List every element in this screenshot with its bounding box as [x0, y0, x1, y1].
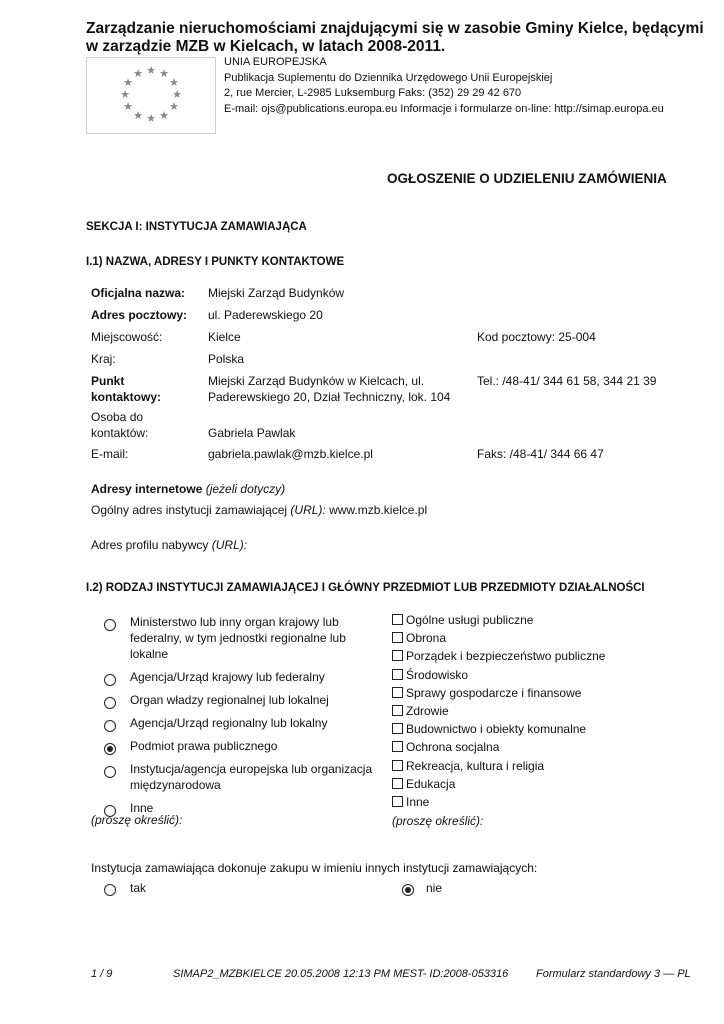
svg-text:★: ★ — [169, 76, 179, 89]
institution-type-radio[interactable] — [104, 743, 116, 755]
activity-label: Budownictwo i obiekty komunalne — [406, 722, 587, 737]
institution-type-radio[interactable] — [104, 619, 116, 631]
svg-text:★: ★ — [146, 64, 156, 77]
eu-line: E-mail: ojs@publications.europa.eu Informacje i formularze on-line: http://simap.europa.eu — [224, 102, 664, 115]
activity-label: Ogólne usługi publiczne — [406, 613, 534, 627]
institution-type-label-line: Organ władzy regionalnej lub lokalnej — [130, 693, 329, 707]
fax-value: Faks: /48-41/ 344 66 47 — [477, 447, 604, 461]
activity-item — [392, 776, 605, 794]
institution-type-label — [130, 715, 380, 731]
activity-item — [392, 758, 605, 776]
behalf-yes-radio[interactable] — [104, 884, 116, 896]
activity-item — [392, 612, 605, 630]
activity-label: Ochrona socjalna — [406, 740, 500, 755]
buyer-profile-row — [91, 537, 247, 553]
behalf-no-label: nie — [426, 881, 443, 895]
activity-checkbox[interactable] — [392, 778, 403, 789]
footer-reference: SIMAP2_MZBKIELCE 20.05.2008 12:13 PM MEST- ID:2008-053316 — [173, 968, 509, 980]
activity-list — [392, 612, 605, 812]
document-title: Zarządzanie nieruchomościami znajdującymi się w zasobie Gminy Kielce, będącymi w zarządzie MZB w Kielcach, w latach 2008-2011. — [86, 20, 704, 55]
contact-point-line: Paderewskiego 20, Dział Techniczny, lok. 104 — [208, 390, 451, 404]
activity-item — [392, 648, 605, 666]
activity-label: Sprawy gospodarcze i finansowe — [406, 685, 582, 700]
institution-type-label-line: Podmiot prawa publicznego — [130, 739, 278, 753]
general-address-row — [91, 502, 427, 518]
activities-specify-label: (proszę określić): — [392, 814, 484, 828]
city-label: Miejscowość: — [91, 330, 163, 344]
institution-type-label — [130, 761, 380, 793]
url-label: (URL): — [290, 503, 326, 517]
activity-checkbox[interactable] — [392, 741, 403, 752]
footer-form-name: Formularz standardowy 3 — PL — [536, 968, 691, 980]
footer-page-number: 1 / 9 — [91, 968, 113, 980]
activity-item — [392, 703, 605, 721]
types-specify-label: (proszę określić): — [91, 813, 183, 827]
institution-type-label-line: Agencja/Urząd regionalny lub lokalny — [130, 716, 328, 730]
general-address-label: Ogólny adres instytucji zamawiającej — [91, 503, 291, 517]
activity-item — [392, 667, 605, 685]
internet-addresses-heading — [91, 481, 285, 497]
activity-label: Zdrowie — [406, 703, 449, 718]
activity-label: Obrona — [406, 631, 447, 646]
phone-value: Tel.: /48-41/ 344 61 58, 344 21 39 — [477, 374, 657, 388]
contact-person-label-line: Osoba do — [91, 410, 144, 424]
buyer-profile-label: Adres profilu nabywcy — [91, 538, 212, 552]
svg-text:★: ★ — [133, 67, 143, 80]
official-name-label: Oficjalna nazwa: — [91, 286, 186, 300]
institution-type-label-line: Agencja/Urząd krajowy lub federalny — [130, 670, 325, 684]
activity-item — [392, 685, 605, 703]
notice-title: OGŁOSZENIE O UDZIELENIU ZAMÓWIENIA — [387, 171, 667, 186]
svg-text:★: ★ — [169, 100, 179, 113]
svg-text:★: ★ — [172, 88, 182, 101]
activity-checkbox[interactable] — [392, 723, 403, 734]
eu-line: Publikacja Suplementu do Dziennika Urzędowego Unii Europejskiej — [224, 71, 553, 84]
eu-flag-logo — [86, 57, 216, 134]
activity-checkbox[interactable] — [392, 796, 403, 807]
activity-checkbox[interactable] — [392, 760, 403, 771]
email-label: E-mail: — [91, 447, 129, 461]
activity-item — [392, 630, 605, 648]
contact-person-value: Gabriela Pawlak — [208, 426, 296, 440]
activity-checkbox[interactable] — [392, 650, 403, 661]
activity-checkbox[interactable] — [392, 687, 403, 698]
svg-text:★: ★ — [159, 67, 169, 80]
official-name-value: Miejski Zarząd Budynków — [208, 286, 345, 300]
institution-type-label-line: Ministerstwo lub inny organ krajowy lub — [130, 615, 339, 629]
section-1-2-heading: I.2) RODZAJ INSTYTUCJI ZAMAWIAJĄCEJ I GŁÓWNY PRZEDMIOT LUB PRZEDMIOTY DZIAŁALNOŚCI — [86, 582, 645, 594]
institution-type-label-line: międzynarodowa — [130, 778, 221, 792]
institution-type-label — [130, 692, 380, 708]
contact-person-label — [91, 409, 148, 441]
activity-label: Edukacja — [406, 776, 456, 791]
svg-text:★: ★ — [123, 100, 133, 113]
internet-label-note: (jeżeli dotyczy) — [205, 482, 286, 496]
institution-type-radio[interactable] — [104, 766, 116, 778]
contact-point-label — [91, 373, 161, 405]
institution-type-label-line: Instytucja/agencja europejska lub organizacja — [130, 762, 373, 776]
svg-text:★: ★ — [123, 76, 133, 89]
activity-item — [392, 794, 605, 812]
svg-text:★: ★ — [120, 88, 130, 101]
institution-type-label — [130, 669, 380, 685]
eu-publication-header — [224, 55, 664, 117]
eu-line: UNIA EUROPEJSKA — [224, 56, 327, 68]
institution-type-radio[interactable] — [104, 674, 116, 686]
contact-point-line: Miejski Zarząd Budynków w Kielcach, ul. — [208, 374, 425, 388]
contact-point-value — [208, 373, 450, 405]
contact-point-label-line: kontaktowy: — [91, 390, 162, 404]
postcode-value: Kod pocztowy: 25-004 — [477, 330, 596, 344]
country-value: Polska — [208, 352, 245, 366]
address-value: ul. Paderewskiego 20 — [208, 308, 323, 322]
internet-label: Adresy internetowe — [91, 482, 203, 496]
activity-item — [392, 739, 605, 757]
institution-type-label-line: Inne — [130, 801, 154, 815]
email-value[interactable]: gabriela.pawlak@mzb.kielce.pl — [208, 447, 373, 461]
country-label: Kraj: — [91, 352, 116, 366]
institution-type-radio[interactable] — [104, 697, 116, 709]
url-label: (URL): — [211, 538, 248, 552]
activity-checkbox[interactable] — [392, 669, 403, 680]
activity-label: Porządek i bezpieczeństwo publiczne — [406, 649, 606, 664]
behalf-yes-label: tak — [130, 881, 147, 895]
activity-label: Rekreacja, kultura i religia — [406, 758, 545, 773]
address-label: Adres pocztowy: — [91, 308, 188, 322]
eu-line: 2, rue Mercier, L-2985 Luksemburg Faks: (352) 29 29 42 670 — [224, 87, 522, 99]
svg-text:★: ★ — [133, 109, 143, 122]
svg-text:★: ★ — [159, 109, 169, 122]
general-address-value[interactable]: www.mzb.kielce.pl — [325, 503, 428, 517]
activity-item — [392, 721, 605, 739]
institution-type-label-line: lokalne — [130, 647, 169, 661]
behalf-question: Instytucja zamawiająca dokonuje zakupu w imieniu innych instytucji zamawiających: — [91, 861, 538, 875]
activity-checkbox[interactable] — [392, 614, 403, 625]
institution-type-label-line: federalny, w tym jednostki regionalne lub — [130, 631, 346, 645]
activity-checkbox[interactable] — [392, 705, 403, 716]
institution-type-label — [130, 614, 380, 662]
city-value: Kielce — [208, 330, 241, 344]
activity-label: Inne — [406, 794, 430, 809]
svg-text:★: ★ — [146, 112, 156, 125]
section-1-1-heading: I.1) NAZWA, ADRESY I PUNKTY KONTAKTOWE — [86, 256, 345, 268]
eu-stars-icon — [87, 58, 215, 133]
section-1-heading: SEKCJA I: INSTYTUCJA ZAMAWIAJĄCA — [86, 221, 307, 233]
institution-type-radio[interactable] — [104, 720, 116, 732]
activity-checkbox[interactable] — [392, 632, 403, 643]
activity-label: Środowisko — [406, 667, 469, 682]
contact-point-label-line: Punkt — [91, 374, 125, 388]
contact-person-label-line: kontaktów: — [91, 426, 149, 440]
behalf-no-radio[interactable] — [402, 884, 414, 896]
institution-type-label — [130, 738, 380, 754]
